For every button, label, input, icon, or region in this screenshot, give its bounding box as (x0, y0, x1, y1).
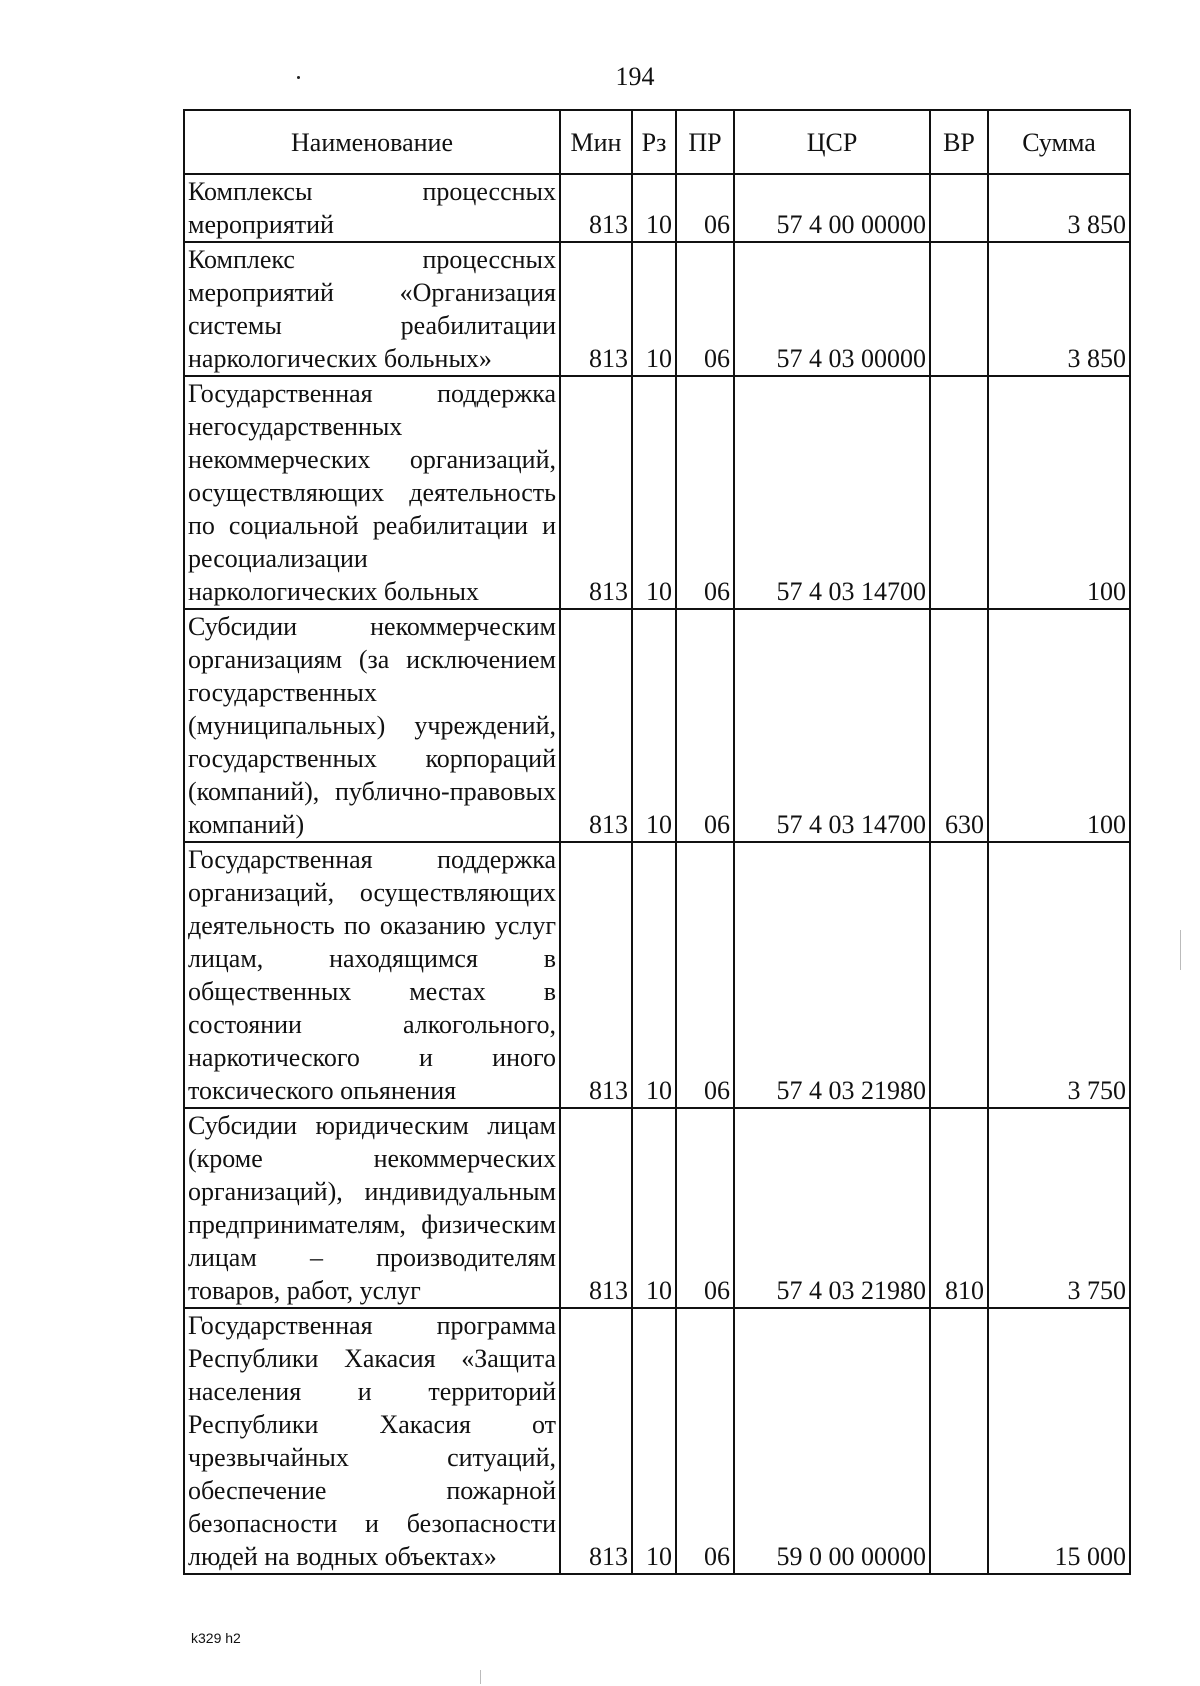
row-vr: 810 (930, 1108, 988, 1308)
row-csr: 57 4 03 00000 (734, 242, 930, 376)
budget-table (183, 109, 1131, 1575)
row-min: 813 (560, 174, 632, 242)
row-min: 813 (560, 609, 632, 842)
row-rz: 10 (632, 376, 676, 609)
row-rz: 10 (632, 842, 676, 1108)
row-min: 813 (560, 242, 632, 376)
table-row (184, 242, 1130, 376)
row-sum: 3 750 (988, 1108, 1130, 1308)
row-vr (930, 242, 988, 376)
header-vr: ВР (930, 110, 988, 174)
row-pr: 06 (676, 242, 734, 376)
row-name: Государственная поддержка организаций, осуществляющих деятельность по оказанию услуг лицам, находящимся в общественных местах в состоянии алкогольного, наркотического и иного токсического опьянения (184, 842, 560, 1108)
row-csr: 57 4 00 00000 (734, 174, 930, 242)
footer-code: k329 h2 (191, 1630, 241, 1646)
row-min: 813 (560, 1108, 632, 1308)
table-row (184, 609, 1130, 842)
row-min: 813 (560, 1308, 632, 1574)
row-vr (930, 174, 988, 242)
header-csr: ЦСР (734, 110, 930, 174)
table-row (184, 1108, 1130, 1308)
row-csr: 57 4 03 14700 (734, 376, 930, 609)
table-row (184, 842, 1130, 1108)
header-pr: ПР (676, 110, 734, 174)
table-row (184, 1308, 1130, 1574)
row-sum: 100 (988, 376, 1130, 609)
row-csr: 59 0 00 00000 (734, 1308, 930, 1574)
table-row (184, 376, 1130, 609)
row-rz: 10 (632, 242, 676, 376)
page-number: 194 (615, 62, 655, 91)
row-min: 813 (560, 842, 632, 1108)
row-sum: 15 000 (988, 1308, 1130, 1574)
row-sum: 3 850 (988, 174, 1130, 242)
row-name: Субсидии юридическим лицам (кроме некоммерческих организаций), индивидуальным предпринимателям, физическим лицам – производителям товаров, работ, услуг (184, 1108, 560, 1308)
row-vr: 630 (930, 609, 988, 842)
row-pr: 06 (676, 174, 734, 242)
row-pr: 06 (676, 842, 734, 1108)
row-vr (930, 1308, 988, 1574)
row-sum: 3 850 (988, 242, 1130, 376)
row-name: Комплексы процессных мероприятий (184, 174, 560, 242)
row-vr (930, 376, 988, 609)
row-sum: 100 (988, 609, 1130, 842)
table-row (184, 174, 1130, 242)
row-name: Субсидии некоммерческим организациям (за исключением государственных (муниципальных) учреждений, государственных корпораций (компаний), публично-правовых компаний) (184, 609, 560, 842)
scan-bottom-mark (480, 1670, 481, 1684)
row-csr: 57 4 03 14700 (734, 609, 930, 842)
row-pr: 06 (676, 609, 734, 842)
header-min: Мин (560, 110, 632, 174)
row-pr: 06 (676, 1308, 734, 1574)
row-rz: 10 (632, 174, 676, 242)
row-name: Государственная программа Республики Хакасия «Защита населения и территорий Республики Хакасия от чрезвычайных ситуаций, обеспечение пожарной безопасности и безопасности людей на водных объектах» (184, 1308, 560, 1574)
header-sum: Сумма (988, 110, 1130, 174)
row-name: Комплекс процессных мероприятий «Организация системы реабилитации наркологических больных» (184, 242, 560, 376)
header-rz: Рз (632, 110, 676, 174)
row-min: 813 (560, 376, 632, 609)
scan-edge-mark (1180, 930, 1181, 970)
row-rz: 10 (632, 1308, 676, 1574)
row-pr: 06 (676, 1108, 734, 1308)
row-name: Государственная поддержка негосударственных некоммерческих организаций, осуществляющих деятельность по социальной реабилитации и ресоциализации наркологических больных (184, 376, 560, 609)
row-rz: 10 (632, 1108, 676, 1308)
row-csr: 57 4 03 21980 (734, 842, 930, 1108)
header-row (184, 110, 1130, 174)
row-sum: 3 750 (988, 842, 1130, 1108)
row-vr (930, 842, 988, 1108)
header-name: Наименование (184, 110, 560, 174)
row-pr: 06 (676, 376, 734, 609)
row-rz: 10 (632, 609, 676, 842)
row-csr: 57 4 03 21980 (734, 1108, 930, 1308)
